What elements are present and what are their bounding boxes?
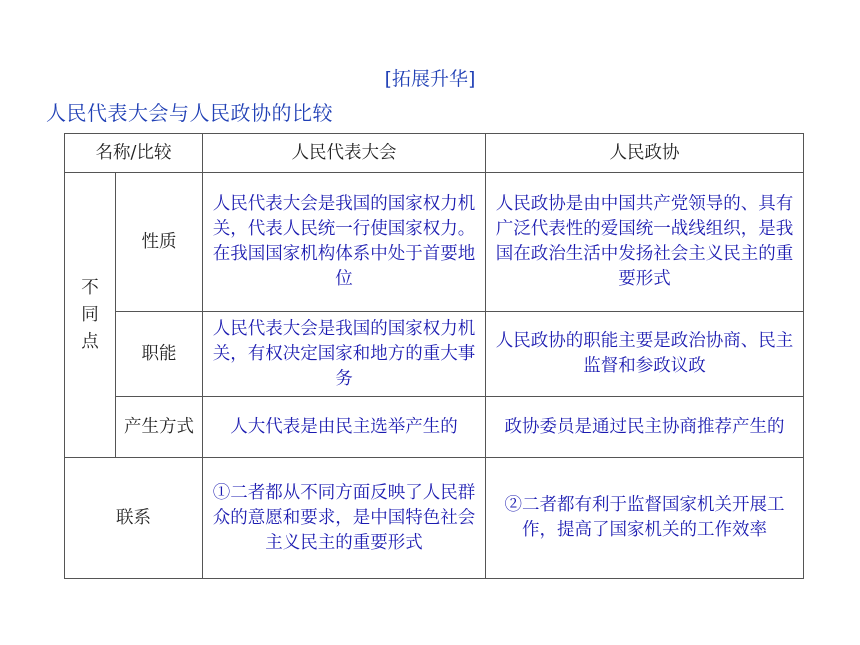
cell-cppcc-function: 人民政协的职能主要是政治协商、民主监督和参政议政: [486, 312, 804, 397]
comparison-table: [64, 133, 804, 579]
header-name-compare: 名称/比较: [65, 134, 203, 173]
cell-cppcc-nature: 人民政协是由中国共产党领导的、具有广泛代表性的爱国统一战线组织，是我国在政治生活中发扬社会主义民主的重要形式: [486, 173, 804, 312]
cell-npc-origin: 人大代表是由民主选举产生的: [203, 397, 486, 458]
cell-cppcc-connection: ②二者都有利于监督国家机关开展工作，提高了国家机关的工作效率: [486, 458, 804, 579]
group-label-text: 不同点: [81, 277, 99, 352]
table-row-nature: [65, 173, 804, 312]
cell-npc-function: 人民代表大会是我国的国家权力机关，有权决定国家和地方的重大事务: [203, 312, 486, 397]
cell-npc-connection: ①二者都从不同方面反映了人民群众的意愿和要求，是中国特色社会主义民主的重要形式: [203, 458, 486, 579]
cell-cppcc-origin: 政协委员是通过民主协商推荐产生的: [486, 397, 804, 458]
table-row-origin: [65, 397, 804, 458]
header-row: [65, 134, 804, 173]
header-cppcc: 人民政协: [486, 134, 804, 173]
group-label-differences: [65, 173, 116, 458]
header-npc: 人民代表大会: [203, 134, 486, 173]
cell-npc-nature: 人民代表大会是我国的国家权力机关，代表人民统一行使国家权力。在我国国家机构体系中处于首要地位: [203, 173, 486, 312]
row-label-origin: 产生方式: [116, 397, 203, 458]
table-row-connection: [65, 458, 804, 579]
page-title: 人民代表大会与人民政协的比较: [46, 101, 333, 125]
row-label-nature: 性质: [116, 173, 203, 312]
row-label-connection: 联系: [65, 458, 203, 579]
section-tag: [拓展升华]: [384, 68, 476, 90]
table-row-function: [65, 312, 804, 397]
row-label-function: 职能: [116, 312, 203, 397]
